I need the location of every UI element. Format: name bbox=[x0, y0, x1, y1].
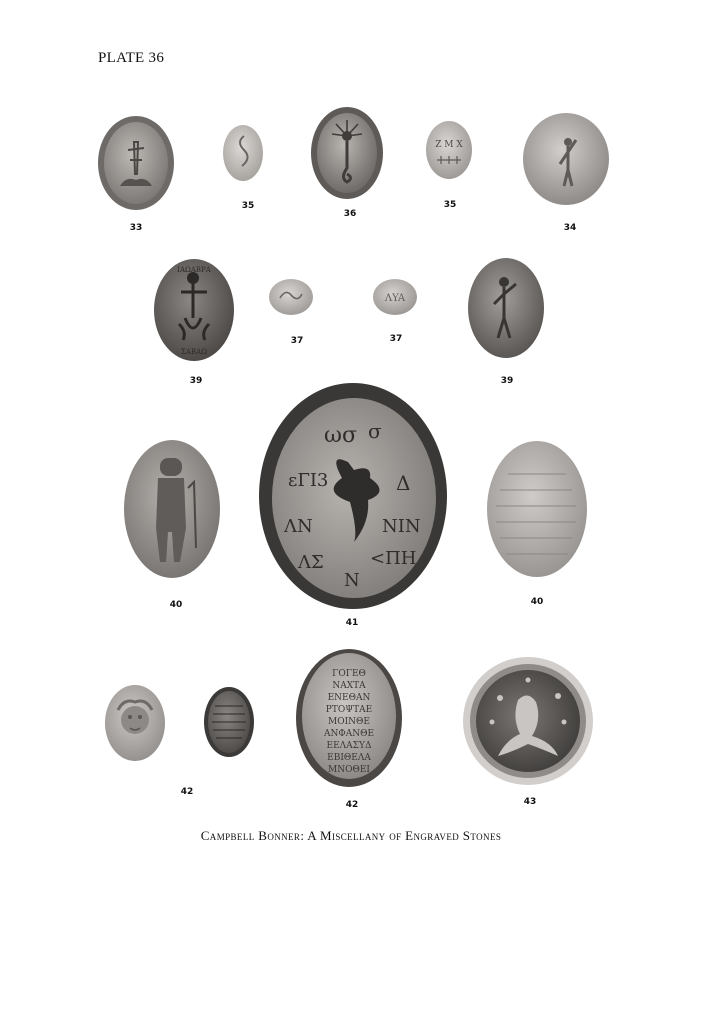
figure-number-43: 43 bbox=[523, 797, 537, 807]
gem-42a-text-image bbox=[203, 686, 255, 758]
figure-number-40-a: 40 bbox=[169, 600, 183, 610]
svg-text:ΓΟΓΕΘ: ΓΟΓΕΘ bbox=[332, 669, 366, 679]
figure-number-37-a: 37 bbox=[290, 336, 304, 346]
gem-39b-image bbox=[466, 256, 546, 360]
figure-number-42-a: 42 bbox=[180, 787, 194, 797]
svg-text:ΙΑΩΑΒΡΑ: ΙΑΩΑΒΡΑ bbox=[177, 266, 211, 274]
gem-42b-image bbox=[295, 648, 403, 788]
svg-text:ΜΝΟΘΕΙ: ΜΝΟΘΕΙ bbox=[328, 765, 370, 775]
figure-number-42-b: 42 bbox=[345, 800, 359, 810]
gem-37a-image bbox=[268, 278, 314, 316]
svg-text:ΝΑΧΤΑ: ΝΑΧΤΑ bbox=[332, 681, 366, 691]
gem-34-image bbox=[522, 112, 610, 206]
svg-text:ΜΟΙΝΘΕ: ΜΟΙΝΘΕ bbox=[328, 717, 370, 727]
svg-text:ωσ: ωσ bbox=[324, 423, 357, 448]
gem-35a-image bbox=[222, 124, 264, 182]
figure-number-36: 36 bbox=[343, 209, 357, 219]
plate-caption: Campbell Bonner: A Miscellany of Engraved Stones bbox=[200, 828, 502, 843]
figure-number-40-b: 40 bbox=[530, 597, 544, 607]
svg-text:<ΠΗ: <ΠΗ bbox=[370, 548, 417, 569]
gem-36-image bbox=[310, 106, 384, 200]
svg-text:ΛΣ: ΛΣ bbox=[298, 552, 324, 573]
svg-text:ΛYA: ΛYA bbox=[384, 293, 406, 304]
figure-number-39-b: 39 bbox=[500, 376, 514, 386]
gem-39a-image bbox=[153, 258, 235, 362]
gem-40a-image bbox=[122, 438, 222, 580]
svg-text:ΝΙΝ: ΝΙΝ bbox=[382, 516, 421, 537]
figure-number-39-a: 39 bbox=[189, 376, 203, 386]
gem-41-image bbox=[258, 382, 448, 610]
figure-number-34: 34 bbox=[563, 223, 577, 233]
gem-35b-image bbox=[425, 120, 473, 180]
gem-37b-image bbox=[372, 278, 418, 316]
figure-number-35-b: 35 bbox=[443, 200, 457, 210]
figure-number-33: 33 bbox=[129, 223, 143, 233]
svg-text:ΕΒΙΘΕΛΑ: ΕΒΙΘΕΛΑ bbox=[327, 753, 371, 763]
svg-text:σ: σ bbox=[368, 419, 382, 443]
svg-text:Δ: Δ bbox=[396, 471, 411, 495]
svg-text:ΕΝΕΘΑΝ: ΕΝΕΘΑΝ bbox=[327, 693, 371, 703]
plate-title: PLATE 36 bbox=[98, 50, 165, 66]
figure-number-37-b: 37 bbox=[389, 334, 403, 344]
svg-text:Ν: Ν bbox=[344, 570, 360, 591]
figure-number-41: 41 bbox=[345, 618, 359, 628]
gem-42a-face-image bbox=[104, 684, 166, 762]
gem-40b-image bbox=[486, 440, 588, 578]
svg-text:ΣΑΒΑΩ: ΣΑΒΑΩ bbox=[180, 348, 208, 356]
svg-text:Z M X: Z M X bbox=[435, 140, 463, 150]
svg-text:ΕΕΛΑΣΥΔ: ΕΕΛΑΣΥΔ bbox=[326, 741, 372, 751]
gem-33-image bbox=[96, 114, 176, 212]
svg-text:ΡΤΟΨΤΑΕ: ΡΤΟΨΤΑΕ bbox=[325, 705, 373, 715]
figure-number-35-a: 35 bbox=[241, 201, 255, 211]
svg-text:εΓΙ3: εΓΙ3 bbox=[288, 470, 329, 491]
svg-text:ΛΝ: ΛΝ bbox=[284, 516, 313, 537]
gem-43-image bbox=[462, 656, 594, 786]
svg-text:ΑΝΦΑΝΘΕ: ΑΝΦΑΝΘΕ bbox=[323, 729, 375, 739]
